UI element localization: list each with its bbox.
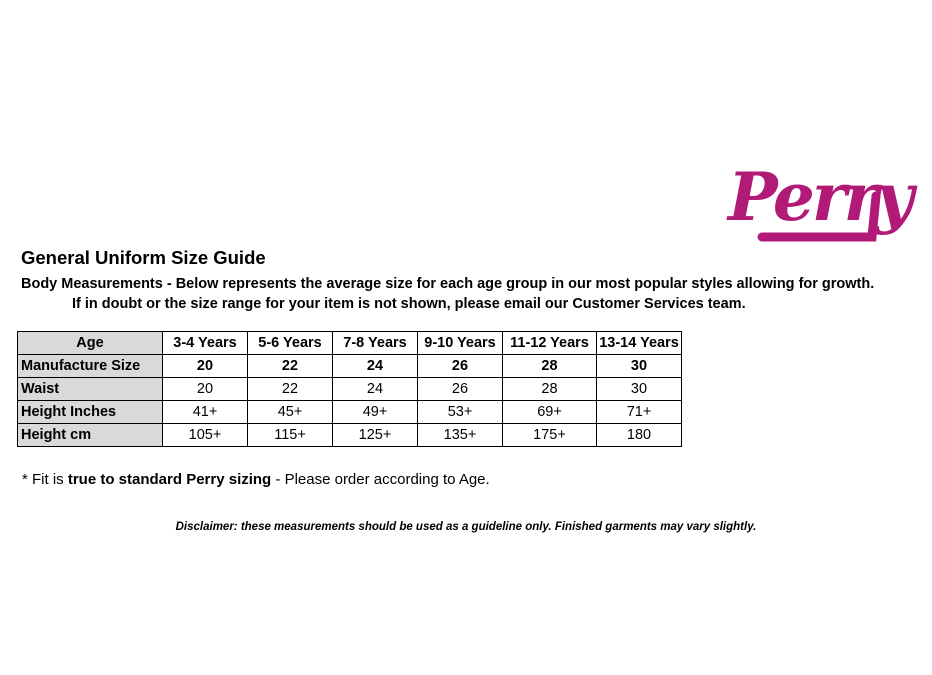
disclaimer: Disclaimer: these measurements should be used as a guideline only. Finished garments may vary slightly. xyxy=(175,521,757,533)
row-label: Waist xyxy=(18,378,163,401)
column-header: 5-6 Years xyxy=(248,332,333,355)
table-cell: 45+ xyxy=(248,401,333,424)
table-cell: 30 xyxy=(597,355,682,378)
column-header: 3-4 Years xyxy=(163,332,248,355)
table-cell: 41+ xyxy=(163,401,248,424)
table-cell: 180 xyxy=(597,424,682,447)
table-cell: 22 xyxy=(248,355,333,378)
table-cell: 30 xyxy=(597,378,682,401)
table-cell: 20 xyxy=(163,378,248,401)
subtitle-line-1: Body Measurements - Below represents the average size for each age group in our most popular styles allowing for growth. xyxy=(21,276,875,292)
row-label: Height Inches xyxy=(18,401,163,424)
table-cell: 49+ xyxy=(333,401,418,424)
table-cell: 24 xyxy=(333,355,418,378)
column-header: 9-10 Years xyxy=(418,332,503,355)
table-cell: 26 xyxy=(418,378,503,401)
svg-text:Perry: Perry xyxy=(728,158,911,236)
column-header: 13-14 Years xyxy=(597,332,682,355)
table-cell: 28 xyxy=(503,378,597,401)
size-table xyxy=(17,331,682,447)
fit-note-emphasis: true to standard Perry sizing xyxy=(67,471,272,488)
table-cell: 71+ xyxy=(597,401,682,424)
table-row xyxy=(18,355,682,378)
table-cell: 24 xyxy=(333,378,418,401)
table-cell: 115+ xyxy=(248,424,333,447)
perry-logo xyxy=(726,140,911,246)
table-cell: 105+ xyxy=(163,424,248,447)
table-cell: 53+ xyxy=(418,401,503,424)
column-header: 7-8 Years xyxy=(333,332,418,355)
row-label: Height cm xyxy=(18,424,163,447)
table-cell: 69+ xyxy=(503,401,597,424)
table-cell: 20 xyxy=(163,355,248,378)
age-header: Age xyxy=(18,332,163,355)
table-cell: 22 xyxy=(248,378,333,401)
row-label: Manufacture Size xyxy=(18,355,163,378)
table-cell: 26 xyxy=(418,355,503,378)
fit-note xyxy=(22,471,490,488)
column-header: 11-12 Years xyxy=(503,332,597,355)
table-cell: 175+ xyxy=(503,424,597,447)
fit-note-prefix: * Fit is xyxy=(22,471,68,488)
perry-logo-graphic xyxy=(726,140,911,246)
table-row xyxy=(18,378,682,401)
page-title: General Uniform Size Guide xyxy=(21,247,266,268)
table-cell: 125+ xyxy=(333,424,418,447)
table-row xyxy=(18,401,682,424)
subtitle-line-2: If in doubt or the size range for your item is not shown, please email our Customer Services team. xyxy=(72,296,746,312)
fit-note-suffix: - Please order according to Age. xyxy=(271,471,490,488)
table-cell: 135+ xyxy=(418,424,503,447)
table-header-row xyxy=(18,332,682,355)
table-cell: 28 xyxy=(503,355,597,378)
table-row xyxy=(18,424,682,447)
